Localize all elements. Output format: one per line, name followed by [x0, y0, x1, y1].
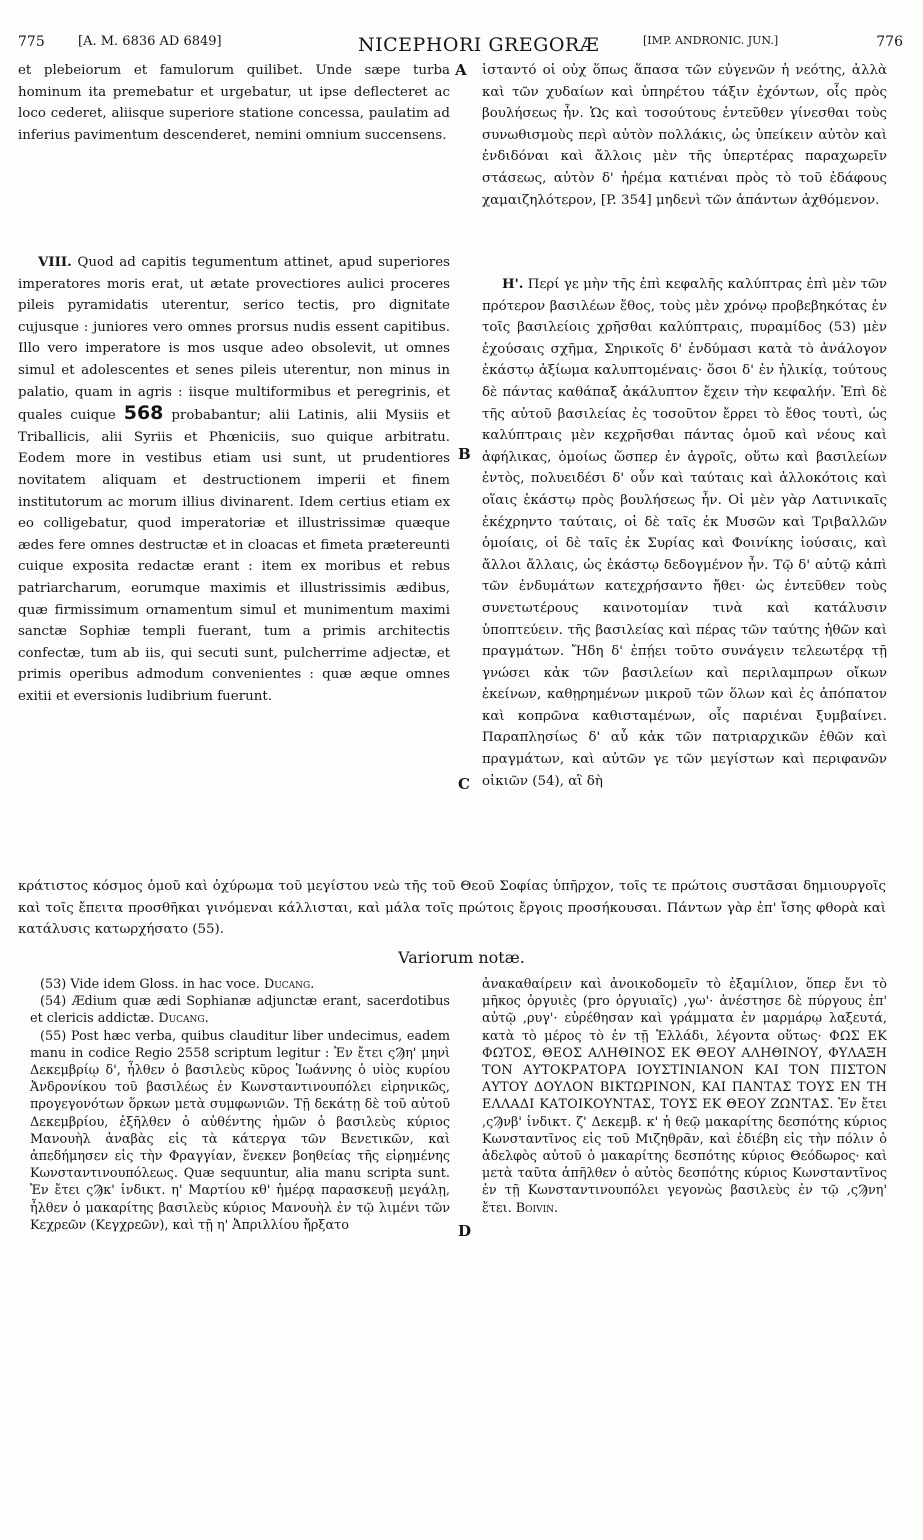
column-number-left: 775	[18, 34, 45, 50]
latin-paragraph-2	[18, 252, 450, 707]
notes-left-column	[30, 976, 450, 1234]
notes-heading: Variorum notæ.	[398, 948, 525, 967]
running-header	[18, 34, 903, 58]
margin-marker-a: A	[455, 61, 467, 79]
margin-marker-d: D	[458, 1222, 472, 1240]
note-54	[30, 993, 450, 1027]
section-number-latin: VIII.	[38, 254, 72, 270]
running-title: NICEPHORI GREGORÆ	[358, 34, 600, 56]
note-53-text: (53) Vide idem Gloss. in hac voce.	[40, 977, 264, 992]
greek-paragraph-1: ἱσταντό οἱ οὐχ ὅπως ἅπασα τῶν εὐγενῶν ἡ νεότης, ἀλλὰ καὶ τῶν χυδαίων καὶ ὑπηρέτου τάξιν ἐχόντων, οἷς πρὸς βουλήσεως ἦν. Ὡς καὶ τοσούτους ἐντεῦθεν γίνεσθαι τοὺς συνωθισμοὺς περὶ αὐτὸν πολλάκις, ὡς ὑπείκειν αὐτὸν καὶ ἐνδιδόναι καὶ ἄλλοις μὲν τῆς ὑπερτέρας παραχωρεῖν στάσεως, αὐτὸν δ' ἠρέμα κατιέναι πρὸς τὸ τοῦ ἐδάφους χαμαιζηλότερον, [P. 354] μηδενὶ τῶν ἁπάντων ἀχθόμενον.	[482, 63, 887, 208]
margin-marker-b: B	[458, 445, 471, 463]
latin-column-top	[18, 60, 450, 146]
note-54-signature: Ducang.	[158, 1011, 209, 1027]
notes-right-column	[482, 976, 887, 1217]
note-54-text: (54) Ædium quæ ædi Sophianæ adjunctæ erant, sacerdotibus et clericis addictæ.	[30, 994, 450, 1027]
latin-column-main	[18, 252, 450, 707]
note-55-continuation	[482, 976, 887, 1217]
page-number-marker: 568	[123, 402, 164, 425]
greek-paragraph-2-text: Περί γε μὴν τῆς ἐπὶ κεφαλῆς καλύπτρας ἐπὶ μὲν τῶν πρότερον βασιλέων ἔθος, τοὺς μὲν χρόνῳ προβεβηκότας ἐν τοῖς βασιλείοις χρῆσθαι καλύπτραις, πυραμίδος (53) μὲν ἐχούσαις σχῆμα, Σηρικοῖς δ' ἐνδύμασι κατὰ τὸ ἀνάλογον ἑκάστῳ ἀξίωμα καλυπτομέναις· ὅσοι δ' ἐν ἡλικίᾳ, τούτους δὲ πάντας καθάπαξ ἀκάλυπτον ἔχειν τὴν κεφαλήν. Ἐπὶ δὲ τῆς αὐτοῦ βασιλείας ἐς τοσοῦτον ἔρρει τὸ ἔθος τουτὶ, ὡς καλύπτραις μὲν κεχρῆσθαι πάντας ὁμοῦ καὶ νέους καὶ ἀφήλικας, ὁμοίως ὥσπερ ἐν ἀγροῖς, οὕτω καὶ βασιλείων ἐντὸς, πολυειδέσι δ' οὖν καὶ ταύταις καὶ ἀλλοκότοις καὶ οἵαις ἑκάστῳ πρὸς βουλήσεως ἦν. Οἱ μὲν γὰρ Λατινικαῖς ἐκέχρηντο ταύταις, οἱ δὲ ταῖς ἐκ Μυσῶν καὶ Τριβαλλῶν ὁμοίαις, οἱ δὲ ταῖς ἐκ Συρίας καὶ Φοινίκης ἰούσαις, καὶ ἄλλοι ἄλλαις, ὡς ἑκάστῳ δεδογμένον ἦν. Τῷ δ' αὐτῷ κἀπὶ τῶν ἐνδυμάτων κατεχρήσαντο ἤθει· ὡς ἐντεῦθεν τοὺς συνετωτέρους καινοτομίαν τινὰ καὶ κατάλυσιν ὑποπτεύειν. τῆς βασιλείας καὶ πέρας τῶν ταύτης ἠθῶν καὶ πραγμάτων. Ἤδη δ' ἐπῄει τοῦτο συνάγειν τελεωτέρᾳ τῇ γνώσει κἀκ τῶν βασιλείων καὶ περιλαμπρων οἴκων ἐκείνων, καθῃρημένων μικροῦ τῶν ὅλων καὶ ἐς ἀπόπατον καὶ κοπρῶνα καθισταμένων, οἷς παριέναι ξυμβαίνει. Παραπλησίως δ' αὖ κἀκ τῶν πατριαρχικῶν ἐθῶν καὶ πραγμάτων, καὶ αὐτῶν γε τῶν μεγίστων καὶ περιφανῶν οἰκιῶν (54), αἳ δὴ	[482, 277, 887, 789]
reign-label: [IMP. ANDRONIC. JUN.]	[643, 34, 779, 47]
latin-paragraph-1: et plebeiorum et famulorum quilibet. Unde sæpe turba hominum ita premebatur et urgebatur, ut ipse deflecteret ac loco cederet, aliisque superiore statione concessa, paulatim ad inferius pavimentum descenderet, nemini omnium succensens.	[18, 63, 450, 143]
column-number-right: 776	[876, 34, 903, 50]
greek-column-top	[482, 60, 887, 211]
note-53	[30, 976, 450, 993]
note-55-cont-text-2: Ἐν ἔτει ,ςϠνβ' ἰνδικτ. ζ' Δεκεμβ. κ' ἡ θεῷ μακαρίτης δεσπότης κύριος Κωνσταντῖνος εἰς τοῦ Μιζηθρᾶν, καὶ ἐδιέβη εἰς τὴν πόλιν ὁ ἀδελφὸς αὐτοῦ ὁ μακαρίτης δεσπότης κύριος Θεόδωρος· καὶ μετὰ ταῦτα ἀπῆλθεν ὁ αὐτὸς δεσπότης κύριος Κωνσταντῖνος ἐν τῇ Κωνσταντινουπόλει γεγονὼς βασιλεὺς ἐν τῷ ,ςϠνη' ἔτει.	[482, 1097, 887, 1216]
section-number-greek: Η'.	[502, 276, 524, 292]
latin-paragraph-2-part-a: Quod ad capitis tegumentum attinet, apud superiores imperatores moris erat, ut ætate provectiores aulici proceres pileis pyramidatis uterentur, serico tectis, pro dignitate cujusque : juniores vero omnes prorsus nudis essent capitibus. Illo vero imperatore is mos usque adeo obsolevit, ut omnes simul et adolescentes et senes pileis uterentur, non minus in palatio, quam in agris : iisque multiformibus et peregrinis, et quales cuique	[18, 255, 450, 424]
note-55-cont-text: ἀνακαθαίρειν καὶ ἀνοικοδομεῖν τὸ ἑξαμίλιον, ὅπερ ἔνι τὸ μῆκος ὀργυιὲς (pro ὀργυιαῖς) ,γω'· ἀνέστησε δὲ πύργους ἐπ' αὐτῷ ,ρυγ'· εὑρέθησαν καὶ γράμματα ἐν μαρμάρῳ λαξευτά, κατὰ τὸ μέρος τὸ ἐν τῇ Ἑλλάδι, λέγοντα οὕτως·	[482, 977, 887, 1044]
year-range: [A. M. 6836 AD 6849]	[78, 34, 222, 49]
note-53-signature: Ducang.	[263, 977, 315, 992]
note-55-signature: Boivin.	[515, 1200, 559, 1216]
greek-column-main	[482, 274, 887, 792]
latin-paragraph-2-part-b: probabantur; alii Latinis, alii Mysiis et Triballicis, alii Syriis et Phœniciis, suo quique arbitratu. Eodem more in vestibus etiam usi sunt, ut prudentiores novitatem aliquam et destructionem imperii et finem institutorum ac morum illius divinarent. Idem certius etiam ex eo colligebatur, quod imperatoriæ et illustrissimæ quæque ædes fere omnes destructæ et in cloacas et fimeta prætereunti cuique exposita redactæ erant : item ex moribus et rebus patriarcharum, eorumque maximis et illustrissimis ædibus, quæ firmissimum ornamentum simul et munimentum maximi sanctæ Sophiæ templi fuerant, tum a primis architectis confectæ, tum ab iis, qui secuti sunt, pulcherrime adjectæ, et primis operibus admodum convenientes : quæ æque omnes exitii et eversionis ludibrium fuerunt.	[18, 408, 450, 704]
greek-fullwidth-continuation: κράτιστος κόσμος ὁμοῦ καὶ ὀχύρωμα τοῦ μεγίστου νεὼ τῆς τοῦ Θεοῦ Σοφίας ὑπῆρχον, τοῖς τε πρώτοις συστᾶσαι δημιουργοῖς καὶ τοῖς ἔπειτα προσθῆκαι γινόμεναι κάλλισται, καὶ μάλα τοῖς πρώτοις ἔργοις προσήκουσαι. Πάντων γὰρ ἐπ' ἴσης φθορὰ καὶ κατάλυσις κατωρχήσατο (55).	[18, 879, 886, 938]
inscription-capitals: ΦΩΣ ΕΚ ΦΩΤΟΣ, ΘΕΟΣ ΑΛΗΘΙΝΟΣ ΕΚ ΘΕΟΥ ΑΛΗΘΙΝΟΥ, ΦΥΛΑΞΗ ΤΟΝ ΑΥΤΟΚΡΑΤΟΡΑ ΙΟΥΣΤΙΝΙΑΝΟΝ ΚΑΙ ΤΟΝ ΠΙΣΤΟΝ ΑΥΤΟΥ ΔΟΥΛΟΝ ΒΙΚΤΩΡΙΝΟΝ, ΚΑΙ ΠΑΝΤΑΣ ΤΟΥΣ ΕΝ ΤΗ ΕΛΛΑΔΙ ΚΑΤΟΙΚΟΥΝΤΑΣ, ΤΟΥΣ ΕΚ ΘΕΟΥ ΖΩΝΤΑΣ.	[482, 1028, 887, 1113]
greek-paragraph-2	[482, 274, 887, 792]
note-55: (55) Post hæc verba, quibus clauditur liber undecimus, eadem manu in codice Regio 2558 scriptum legitur : Ἐν ἔτει ςϠη' μηνὶ Δεκεμβρίῳ δ', ἦλθεν ὁ βασιλεὺς κῦρος Ἰωάννης ὁ υἱὸς κυρίου Ἀνδρονίκου τοῦ βασιλέως ἐν Κωνσταντινουπόλει εἰρηνικῶς, προγεγονότων ὅρκων μετὰ συμφωνιῶν. Τῇ δεκάτῃ δὲ τοῦ αὐτοῦ Δεκεμβρίου, ἐξῆλθεν ὁ αὐθέντης ἡμῶν ὁ βασιλεὺς κύριος Μανουὴλ ἀναβὰς εἰς τὰ κάτεργα τῶν Βενετικῶν, καὶ ἀπεδήμησεν εἰς τὴν Φραγγίαν, ἕνεκεν βοηθείας τῆς εἰρημένης Κωνσταντινουπόλεως. Quæ sequuntur, alia manu scripta sunt. Ἐν ἔτει ςϠκ' ἰνδικτ. η' Μαρτίου κθ' ἡμέρᾳ παρασκευῇ μεγάλῃ, ἦλθεν ὁ μακαρίτης βασιλεὺς κύριος Μανουὴλ ἐν τῷ λιμένι τῶν Κεχρεῶν (Κεγχρεῶν), καὶ τῇ η' Ἀπριλλίου ἤρξατο	[30, 1028, 450, 1233]
margin-marker-c: C	[458, 775, 470, 793]
